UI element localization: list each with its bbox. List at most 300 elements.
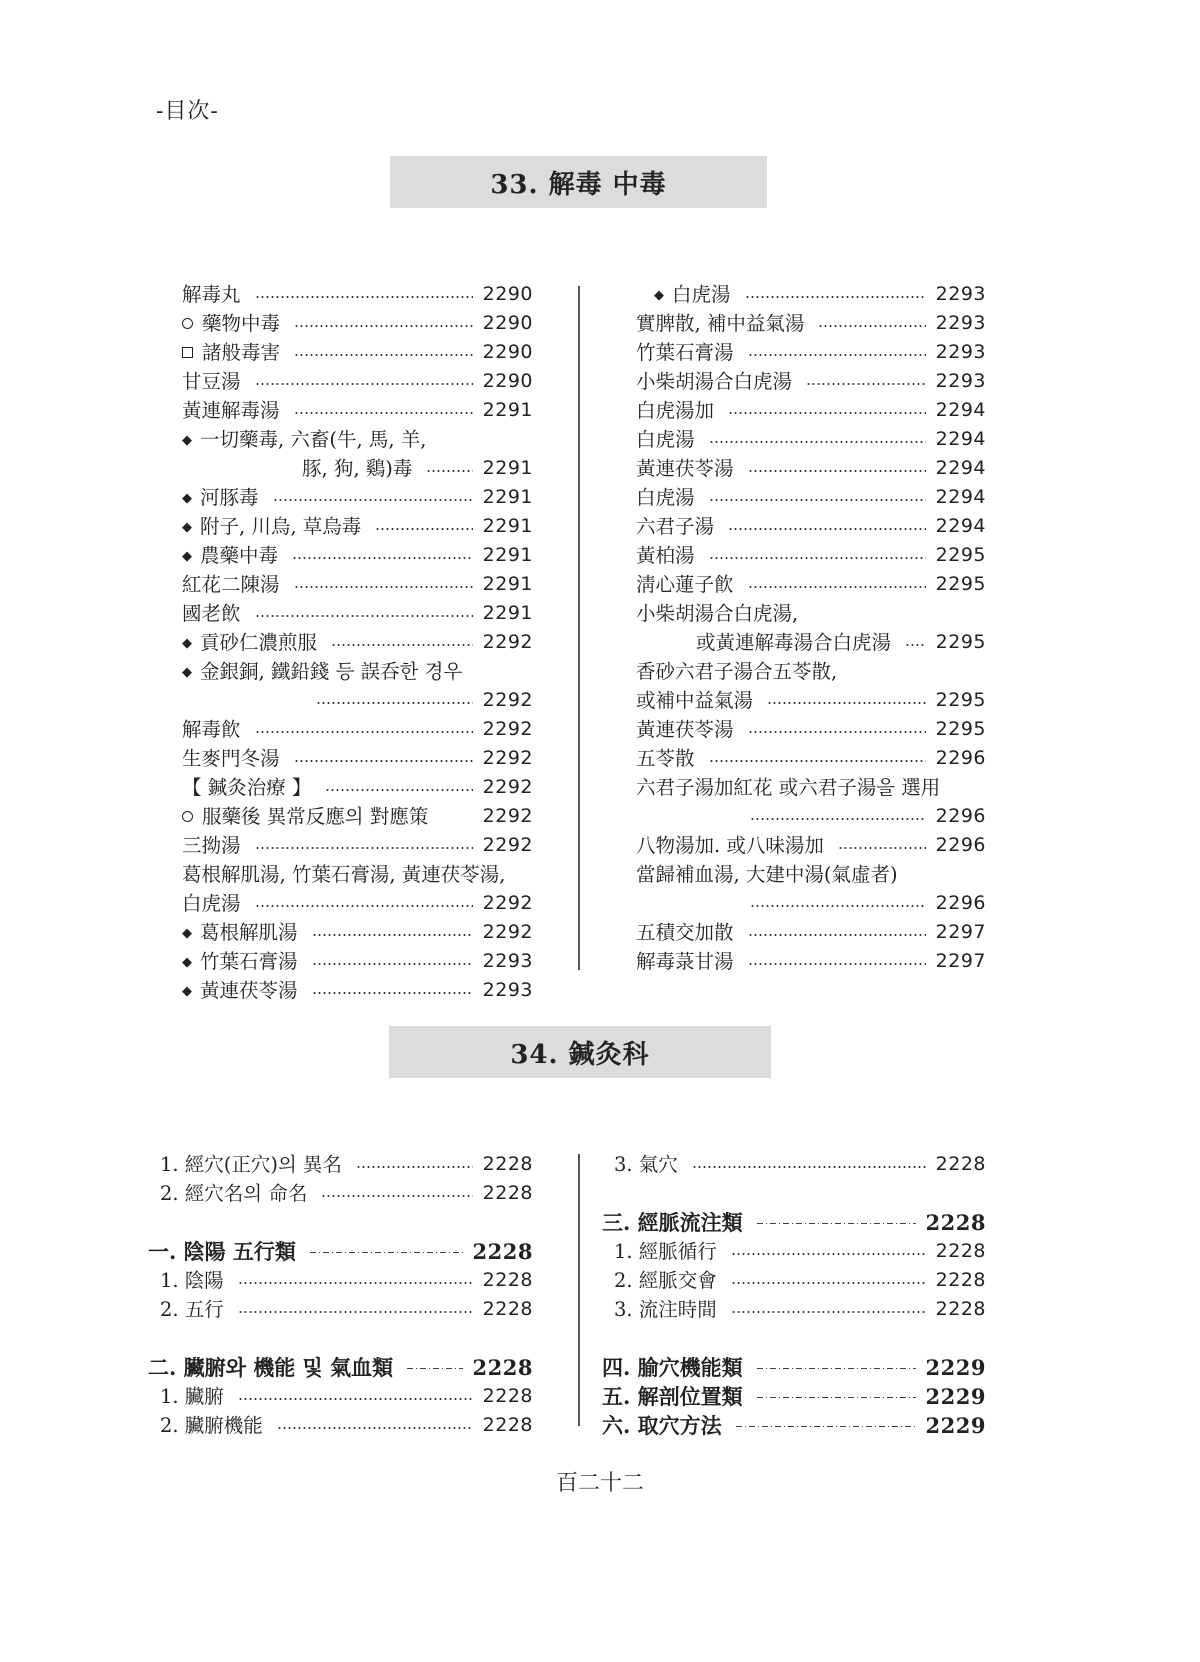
page-ref: 2294 bbox=[935, 428, 986, 450]
page-ref: 2293 bbox=[935, 283, 986, 305]
entry-text: 白虎湯加 bbox=[636, 399, 715, 422]
entry-text: 小柴胡湯合白虎湯 bbox=[636, 370, 793, 393]
toc-heading[interactable] bbox=[602, 1411, 986, 1440]
entry-label bbox=[654, 280, 731, 310]
dot-leader bbox=[255, 615, 473, 617]
entry-text: 解毒菉甘湯 bbox=[636, 950, 734, 973]
spacer bbox=[148, 1324, 533, 1353]
entry-label bbox=[636, 599, 798, 628]
dot-leader bbox=[838, 847, 926, 849]
toc-entry[interactable] bbox=[182, 715, 533, 744]
entry-label bbox=[614, 1150, 678, 1179]
toc-entry[interactable] bbox=[182, 309, 533, 338]
toc-entry[interactable] bbox=[148, 1179, 533, 1208]
entry-label bbox=[614, 1237, 717, 1266]
diamond-bullet-icon: ◆ bbox=[182, 925, 192, 941]
entry-label bbox=[182, 512, 361, 542]
entry-text: 白虎湯 bbox=[636, 428, 695, 451]
header-mark: -目次- bbox=[156, 99, 219, 124]
entry-text: 解毒丸 bbox=[182, 283, 241, 306]
dot-leader bbox=[806, 383, 926, 385]
page-ref: 2293 bbox=[482, 979, 533, 1001]
page-ref: 2228 bbox=[482, 1269, 533, 1291]
entry-label bbox=[602, 1382, 743, 1411]
entry-label bbox=[160, 1382, 224, 1411]
dot-leader bbox=[294, 354, 473, 356]
entry-label bbox=[182, 396, 280, 425]
circle-bullet-icon bbox=[182, 811, 193, 822]
dot-leader bbox=[325, 789, 472, 791]
entry-text: 農藥中毒 bbox=[200, 543, 279, 567]
page-ref: 2228 bbox=[935, 1269, 986, 1291]
dot-leader bbox=[407, 1368, 462, 1369]
toc-entry[interactable] bbox=[636, 280, 986, 309]
entry-text: 黃連解毒湯 bbox=[182, 399, 280, 422]
page-ref: 2293 bbox=[935, 341, 986, 363]
entry-text: 淸心蓮子飮 bbox=[636, 573, 734, 596]
dot-leader bbox=[255, 731, 473, 733]
spacer bbox=[602, 1179, 986, 1208]
page-ref: 2228 bbox=[935, 1298, 986, 1320]
entry-label bbox=[636, 715, 734, 744]
entry-text: 六君子湯加紅花 或六君子湯을 選用 bbox=[636, 776, 941, 799]
toc-entry[interactable] bbox=[182, 744, 533, 773]
entry-text: 生麥門冬湯 bbox=[182, 747, 280, 770]
section-33-title: 33. 解毒 中毒 bbox=[390, 156, 767, 208]
page-ref: 2228 bbox=[472, 1355, 533, 1380]
dot-leader bbox=[748, 934, 926, 936]
dot-leader bbox=[255, 383, 473, 385]
page-ref: 2228 bbox=[472, 1239, 533, 1264]
entry-label bbox=[602, 1353, 743, 1382]
page-ref: 2294 bbox=[935, 457, 986, 479]
entry-text: 或黃連解毒湯合白虎湯 bbox=[696, 631, 892, 654]
toc-entry[interactable] bbox=[182, 396, 533, 425]
page-ref: 2290 bbox=[482, 283, 533, 305]
entry-label bbox=[160, 1179, 307, 1208]
toc-entry[interactable] bbox=[636, 367, 986, 396]
dot-leader bbox=[294, 412, 473, 414]
toc-entry[interactable] bbox=[182, 889, 533, 918]
dot-leader bbox=[757, 1223, 916, 1224]
toc-entry[interactable] bbox=[148, 1411, 533, 1440]
page-ref: 2292 bbox=[482, 805, 533, 827]
dot-leader bbox=[312, 992, 473, 994]
entry-label bbox=[636, 773, 940, 802]
toc-entry[interactable] bbox=[182, 831, 533, 860]
toc-entry[interactable] bbox=[636, 541, 986, 570]
entry-label bbox=[182, 947, 298, 977]
page-ref: 2295 bbox=[935, 689, 986, 711]
dot-leader bbox=[750, 818, 926, 820]
entry-text: 甘豆湯 bbox=[182, 370, 241, 393]
page-ref: 2291 bbox=[482, 486, 533, 508]
diamond-bullet-icon: ◆ bbox=[182, 635, 192, 651]
dot-leader bbox=[750, 905, 926, 907]
entry-text: 金銀銅, 鐵鉛錢 등 誤呑한 경우 bbox=[200, 659, 463, 683]
diamond-bullet-icon: ◆ bbox=[182, 954, 192, 970]
dot-leader bbox=[238, 1398, 473, 1400]
entry-text: 1. 臟腑 bbox=[160, 1385, 224, 1408]
toc-entry[interactable] bbox=[636, 657, 986, 686]
dot-leader bbox=[745, 296, 926, 298]
entry-text: 黃柏湯 bbox=[636, 544, 695, 567]
toc-entry[interactable] bbox=[636, 425, 986, 454]
entry-text: 或補中益氣湯 bbox=[636, 689, 754, 712]
entry-text: 白虎湯 bbox=[182, 892, 241, 915]
page-ref: 2292 bbox=[482, 834, 533, 856]
toc-entry[interactable] bbox=[182, 280, 533, 309]
toc-entry[interactable] bbox=[636, 831, 986, 860]
diamond-bullet-icon: ◆ bbox=[182, 432, 192, 448]
entry-label bbox=[182, 280, 241, 309]
entry-label bbox=[182, 976, 298, 1006]
section-34-divider bbox=[578, 1154, 580, 1426]
entry-label bbox=[160, 1295, 224, 1324]
page-ref: 2291 bbox=[482, 515, 533, 537]
entry-label bbox=[636, 686, 753, 715]
toc-heading[interactable] bbox=[148, 1353, 533, 1382]
entry-text: 竹葉石膏湯 bbox=[636, 341, 734, 364]
toc-entry[interactable] bbox=[602, 1237, 986, 1266]
dot-leader bbox=[709, 499, 926, 501]
toc-entry[interactable] bbox=[182, 425, 533, 454]
entry-label bbox=[636, 657, 837, 686]
toc-entry[interactable] bbox=[636, 570, 986, 599]
entry-text: 二. 臟腑와 機能 및 氣血類 bbox=[148, 1355, 394, 1380]
entry-label bbox=[182, 483, 259, 513]
section-34-left-column bbox=[148, 1150, 533, 1440]
circle-bullet-icon bbox=[182, 318, 193, 329]
entry-label bbox=[636, 483, 695, 512]
dot-leader bbox=[442, 818, 472, 820]
page-ref: 2296 bbox=[935, 747, 986, 769]
section-33-divider bbox=[578, 286, 580, 970]
diamond-bullet-icon: ◆ bbox=[182, 548, 192, 564]
entry-label bbox=[636, 860, 898, 889]
dot-leader bbox=[294, 586, 473, 588]
dot-leader bbox=[709, 760, 926, 762]
toc-entry[interactable] bbox=[182, 483, 533, 512]
entry-text: 【 鍼灸治療 】 bbox=[182, 776, 312, 799]
dot-leader bbox=[709, 441, 926, 443]
page-ref: 2291 bbox=[482, 544, 533, 566]
dot-leader bbox=[426, 470, 472, 472]
entry-text: 一切藥毒, 六畜(牛, 馬, 羊, bbox=[200, 427, 427, 451]
toc-entry[interactable] bbox=[148, 1150, 533, 1179]
entry-label bbox=[160, 1150, 342, 1179]
page-ref: 2295 bbox=[935, 631, 986, 653]
toc-heading[interactable] bbox=[602, 1208, 986, 1237]
entry-label bbox=[182, 570, 280, 599]
entry-label bbox=[636, 918, 734, 947]
toc-entry[interactable] bbox=[182, 512, 533, 541]
entry-text: 國老飲 bbox=[182, 602, 241, 625]
page-ref: 2228 bbox=[482, 1182, 533, 1204]
dot-leader bbox=[294, 325, 473, 327]
page-ref: 2292 bbox=[482, 776, 533, 798]
toc-entry[interactable] bbox=[636, 744, 986, 773]
dot-leader bbox=[757, 1397, 916, 1398]
dot-leader bbox=[321, 1195, 472, 1197]
entry-label bbox=[636, 512, 714, 541]
page-ref: 2296 bbox=[935, 834, 986, 856]
page-ref: 2228 bbox=[482, 1298, 533, 1320]
toc-entry[interactable] bbox=[636, 947, 986, 976]
toc-entry[interactable] bbox=[636, 309, 986, 338]
entry-label bbox=[182, 860, 506, 889]
dot-leader bbox=[312, 934, 473, 936]
page-ref: 2291 bbox=[482, 399, 533, 421]
toc-entry[interactable] bbox=[182, 599, 533, 628]
entry-text: 六君子湯 bbox=[636, 515, 715, 538]
entry-label bbox=[636, 454, 734, 483]
toc-entry[interactable] bbox=[182, 454, 533, 483]
page-ref: 2294 bbox=[935, 515, 986, 537]
page-ref: 2297 bbox=[935, 950, 986, 972]
entry-text: 貢砂仁濃煎服 bbox=[200, 630, 318, 654]
dot-leader bbox=[818, 325, 925, 327]
diamond-bullet-icon: ◆ bbox=[182, 490, 192, 506]
entry-label bbox=[636, 367, 792, 396]
entry-text: 香砂六君子湯合五苓散, bbox=[636, 660, 838, 683]
section-34-title: 34. 鍼灸科 bbox=[389, 1026, 771, 1078]
dot-leader bbox=[728, 528, 926, 530]
page-ref: 2228 bbox=[935, 1153, 986, 1175]
dot-leader bbox=[748, 354, 926, 356]
toc-entry[interactable] bbox=[182, 570, 533, 599]
toc-entry[interactable] bbox=[636, 599, 986, 628]
entry-label bbox=[302, 454, 412, 483]
dot-leader bbox=[731, 1311, 926, 1313]
entry-label bbox=[148, 1353, 393, 1382]
entry-label bbox=[182, 338, 280, 367]
entry-label bbox=[614, 1266, 717, 1295]
entry-label bbox=[636, 338, 734, 367]
toc-entry[interactable] bbox=[636, 802, 986, 831]
page-ref: 2294 bbox=[935, 399, 986, 421]
toc-entry[interactable] bbox=[182, 947, 533, 976]
toc-entry[interactable] bbox=[182, 918, 533, 947]
page-ref: 2292 bbox=[482, 689, 533, 711]
diamond-bullet-icon: ◆ bbox=[182, 664, 192, 680]
page-ref: 2290 bbox=[482, 370, 533, 392]
entry-label bbox=[182, 541, 278, 571]
entry-label bbox=[636, 309, 804, 338]
dot-leader bbox=[312, 963, 473, 965]
entry-label bbox=[160, 1411, 263, 1440]
page-ref: 2228 bbox=[482, 1153, 533, 1175]
page-ref: 2297 bbox=[935, 921, 986, 943]
toc-entry[interactable] bbox=[636, 512, 986, 541]
toc-heading[interactable] bbox=[602, 1382, 986, 1411]
entry-text: 黃連茯苓湯 bbox=[636, 457, 734, 480]
toc-entry[interactable] bbox=[182, 628, 533, 657]
page-ref: 2296 bbox=[935, 892, 986, 914]
entry-label bbox=[602, 1208, 743, 1237]
entry-label bbox=[182, 802, 428, 831]
dot-leader bbox=[748, 963, 926, 965]
entry-text: 2. 臟腑機能 bbox=[160, 1414, 263, 1437]
page-ref: 2290 bbox=[482, 341, 533, 363]
spacer bbox=[602, 1324, 986, 1353]
page-ref: 2291 bbox=[482, 573, 533, 595]
toc-entry[interactable] bbox=[182, 657, 533, 686]
entry-label bbox=[182, 309, 280, 338]
entry-text: 諸般毒害 bbox=[202, 341, 281, 364]
section-33-right-column bbox=[636, 280, 986, 976]
page-ref: 2290 bbox=[482, 312, 533, 334]
page-ref: 2228 bbox=[925, 1210, 986, 1235]
entry-label bbox=[636, 425, 695, 454]
spacer bbox=[148, 1208, 533, 1237]
dot-leader bbox=[748, 470, 926, 472]
square-bullet-icon bbox=[182, 347, 193, 358]
toc-entry[interactable] bbox=[182, 338, 533, 367]
dot-leader bbox=[292, 557, 473, 559]
toc-entry[interactable] bbox=[182, 541, 533, 570]
entry-label bbox=[182, 831, 241, 860]
dot-leader bbox=[316, 702, 473, 704]
page-ref: 2292 bbox=[482, 631, 533, 653]
page-ref: 2228 bbox=[482, 1385, 533, 1407]
entry-text: 四. 腧穴機能類 bbox=[602, 1355, 743, 1380]
toc-entry[interactable] bbox=[636, 628, 986, 657]
toc-entry[interactable] bbox=[636, 338, 986, 367]
toc-entry[interactable] bbox=[182, 367, 533, 396]
page-ref: 2293 bbox=[935, 370, 986, 392]
toc-heading[interactable] bbox=[602, 1353, 986, 1382]
entry-label bbox=[602, 1411, 722, 1440]
entry-text: 白虎湯 bbox=[672, 282, 731, 306]
entry-text: 1. 陰陽 bbox=[160, 1269, 224, 1292]
dot-leader bbox=[277, 1427, 473, 1429]
toc-entry[interactable] bbox=[182, 976, 533, 1005]
page-ref: 2292 bbox=[482, 718, 533, 740]
entry-label bbox=[696, 628, 891, 657]
entry-label bbox=[182, 628, 317, 658]
page-ref: 2228 bbox=[482, 1414, 533, 1436]
entry-text: 葛根解肌湯 bbox=[200, 920, 298, 944]
entry-label bbox=[182, 918, 298, 948]
entry-text: 3. 氣穴 bbox=[614, 1153, 678, 1176]
dot-leader bbox=[692, 1166, 926, 1168]
toc-heading[interactable] bbox=[148, 1237, 533, 1266]
toc-entry[interactable] bbox=[182, 802, 533, 831]
entry-label bbox=[182, 425, 427, 455]
dot-leader bbox=[294, 760, 473, 762]
entry-text: 2. 五行 bbox=[160, 1298, 224, 1321]
dot-leader bbox=[273, 499, 473, 501]
page-ref: 2292 bbox=[482, 921, 533, 943]
toc-entry[interactable] bbox=[636, 889, 986, 918]
entry-text: 河豚毒 bbox=[200, 485, 259, 509]
section-34-right-column bbox=[602, 1150, 986, 1440]
toc-entry[interactable] bbox=[182, 686, 533, 715]
entry-label bbox=[636, 831, 824, 860]
toc-entry[interactable] bbox=[636, 860, 986, 889]
entry-text: 附子, 川烏, 草烏毒 bbox=[200, 514, 362, 538]
entry-label bbox=[160, 1266, 224, 1295]
toc-entry[interactable] bbox=[602, 1150, 986, 1179]
entry-text: 三. 經脈流注類 bbox=[602, 1210, 743, 1235]
toc-entry[interactable] bbox=[636, 686, 986, 715]
toc-entry[interactable] bbox=[636, 715, 986, 744]
toc-entry[interactable] bbox=[636, 773, 986, 802]
diamond-bullet-icon: ◆ bbox=[182, 983, 192, 999]
page-ref: 2291 bbox=[482, 602, 533, 624]
entry-text: 解毒飮 bbox=[182, 718, 241, 741]
page-ref: 2292 bbox=[482, 892, 533, 914]
entry-label bbox=[636, 947, 734, 976]
dot-leader bbox=[331, 644, 473, 646]
entry-label bbox=[636, 396, 714, 425]
entry-text: 黃連茯苓湯 bbox=[636, 718, 734, 741]
page-ref: 2229 bbox=[925, 1355, 986, 1380]
entry-text: 實脾散, 補中益氣湯 bbox=[636, 312, 805, 335]
dot-leader bbox=[736, 1426, 916, 1427]
toc-entry[interactable] bbox=[636, 918, 986, 947]
entry-text: 當歸補血湯, 大建中湯(氣虛者) bbox=[636, 863, 898, 886]
toc-entry[interactable] bbox=[602, 1295, 986, 1324]
entry-text: 八物湯加. 或八味湯加 bbox=[636, 834, 824, 857]
entry-label bbox=[182, 773, 311, 802]
dot-leader bbox=[731, 1282, 926, 1284]
toc-entry[interactable] bbox=[182, 773, 533, 802]
entry-label bbox=[182, 715, 241, 744]
dot-leader bbox=[728, 412, 926, 414]
section-33-left-column bbox=[182, 280, 533, 1005]
toc-entry[interactable] bbox=[636, 396, 986, 425]
entry-text: 竹葉石膏湯 bbox=[200, 949, 298, 973]
page-ref: 2291 bbox=[482, 457, 533, 479]
entry-text: 2. 經脈交會 bbox=[614, 1269, 717, 1292]
dot-leader bbox=[255, 905, 473, 907]
page-ref: 2292 bbox=[482, 747, 533, 769]
entry-text: 1. 經脈循行 bbox=[614, 1240, 717, 1263]
dot-leader bbox=[310, 1252, 463, 1253]
dot-leader bbox=[767, 702, 926, 704]
toc-entry[interactable] bbox=[636, 483, 986, 512]
dot-leader bbox=[375, 528, 472, 530]
page-ref: 2293 bbox=[935, 312, 986, 334]
toc-entry[interactable] bbox=[148, 1382, 533, 1411]
page-ref: 2229 bbox=[925, 1384, 986, 1409]
toc-entry[interactable] bbox=[148, 1266, 533, 1295]
dot-leader bbox=[757, 1368, 916, 1369]
dot-leader bbox=[255, 847, 473, 849]
dot-leader bbox=[748, 586, 926, 588]
toc-entry[interactable] bbox=[602, 1266, 986, 1295]
page-ref: 2296 bbox=[935, 805, 986, 827]
entry-text: 1. 經穴(正穴)의 異名 bbox=[160, 1153, 343, 1176]
page-ref: 2295 bbox=[935, 544, 986, 566]
page-ref: 2229 bbox=[925, 1413, 986, 1438]
toc-entry[interactable] bbox=[148, 1295, 533, 1324]
entry-label bbox=[636, 570, 734, 599]
toc-entry[interactable] bbox=[182, 860, 533, 889]
dot-leader bbox=[356, 1166, 473, 1168]
toc-entry[interactable] bbox=[636, 454, 986, 483]
dot-leader bbox=[238, 1311, 473, 1313]
entry-label bbox=[636, 541, 695, 570]
entry-label bbox=[182, 657, 462, 687]
entry-text: 一. 陰陽 五行類 bbox=[148, 1239, 296, 1264]
entry-text: 服藥後 異常反應의 對應策 bbox=[202, 805, 429, 828]
entry-text: 黃連茯苓湯 bbox=[200, 978, 298, 1002]
entry-text: 3. 流注時間 bbox=[614, 1298, 717, 1321]
diamond-bullet-icon: ◆ bbox=[654, 287, 664, 303]
